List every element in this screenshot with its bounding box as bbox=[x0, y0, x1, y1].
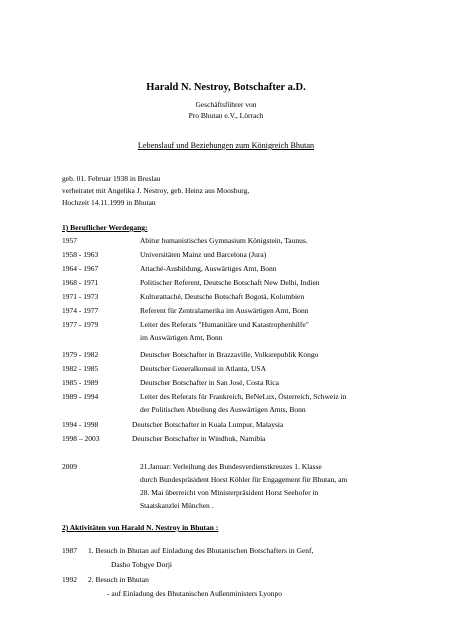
activity-text: 2. Besuch in Bhutan bbox=[88, 575, 149, 584]
section-1-title: 1) Beruflicher Werdegang: bbox=[62, 223, 148, 232]
career-years: 1974 - 1977 bbox=[62, 306, 99, 315]
career-text: Leiter des Referats für Frankreich, BeNeLux, Österreich, Schweiz in bbox=[140, 392, 347, 401]
career-text: im Auswärtigen Amt, Bonn bbox=[140, 333, 223, 342]
career-years: 1998 – 2003 bbox=[62, 434, 100, 443]
marriage-info: verheiratet mit Angelika J. Nestroy, geb. Heinz aus Moosburg, bbox=[62, 186, 250, 195]
career-text: Kulturattaché, Deutsche Botschaft Bogotá, Kolumbien bbox=[140, 292, 305, 301]
career-years: 1994 - 1998 bbox=[62, 420, 99, 429]
career-text: Deutscher Generalkonsul in Atlanta, USA bbox=[140, 364, 267, 373]
award-text: 28. Mai überreicht von Ministerpräsident Horst Seehofer in bbox=[140, 488, 319, 497]
activity-year: 1987 bbox=[62, 546, 77, 555]
career-text: Abitur humanistisches Gymnasium Königstein, Taunus. bbox=[140, 236, 308, 245]
career-text: Politischer Referent, Deutsche Botschaft New Delhi, Indien bbox=[140, 278, 320, 287]
subtitle-line-1: Geschäftsführer von bbox=[195, 100, 257, 109]
career-text: Deutscher Botschafter in Windhuk, Namibia bbox=[132, 434, 266, 443]
wedding-info: Hochzeit 14.11.1999 in Bhutan bbox=[62, 198, 156, 207]
career-years: 1968 - 1971 bbox=[62, 278, 99, 287]
career-years: 1979 - 1982 bbox=[62, 350, 99, 359]
activity-text: - auf Einladung des Bhutanischen Außenministers Lyonpo bbox=[107, 589, 282, 598]
career-years: 1971 - 1973 bbox=[62, 292, 99, 301]
birth-info: geb. 01. Februar 1938 in Breslau bbox=[62, 174, 161, 183]
career-years: 1957 bbox=[62, 236, 77, 245]
career-text: Leiter des Referats "Humanitäre und Katastrophenhilfe" bbox=[140, 320, 309, 329]
career-text: Deutscher Botschafter in San José, Costa Rica bbox=[140, 378, 279, 387]
award-year: 2009 bbox=[62, 462, 77, 471]
career-years: 1985 - 1989 bbox=[62, 378, 99, 387]
career-text: der Politischen Abteilung des Auswärtigen Amts, Bonn bbox=[140, 405, 306, 414]
section-2-title: 2) Aktivitäten von Harald N. Nestroy in Bhutan : bbox=[62, 523, 219, 532]
career-years: 1977 - 1979 bbox=[62, 320, 99, 329]
activity-text: 1. Besuch in Bhutan auf Einladung des Bhutanischen Botschafters in Genf, bbox=[88, 546, 314, 555]
career-text: Deutscher Botschafter in Brazzaville, Volksrepublik Kongo bbox=[140, 350, 319, 359]
career-years: 1982 - 1985 bbox=[62, 364, 99, 373]
activity-text: Dasho Tobgye Dorji bbox=[111, 560, 172, 569]
career-years: 1958 - 1963 bbox=[62, 250, 99, 259]
subtitle-line-2: Pro Bhutan e.V., Lörrach bbox=[188, 111, 264, 120]
career-text: Attaché-Ausbildung, Auswärtiges Amt, Bonn bbox=[140, 264, 277, 273]
award-text: durch Bundespräsident Horst Köhler für Engagement für Bhutan, am bbox=[140, 475, 348, 484]
activity-year: 1992 bbox=[62, 575, 77, 584]
document-title: Harald N. Nestroy, Botschafter a.D. bbox=[146, 82, 306, 93]
career-text: Deutscher Botschafter in Kuala Lumpur, Malaysia bbox=[132, 420, 284, 429]
career-years: 1989 - 1994 bbox=[62, 392, 99, 401]
career-text: Universitäten Mainz und Barcelona (Jura) bbox=[140, 250, 267, 259]
career-years: 1964 - 1967 bbox=[62, 264, 99, 273]
award-text: Staatskanzlei München . bbox=[140, 501, 214, 510]
career-text: Referent für Zentralamerika im Auswärtigen Amt, Bonn bbox=[140, 306, 309, 315]
section-heading: Lebenslauf und Beziehungen zum Königreich Bhutan bbox=[137, 141, 315, 150]
award-text: 21.Januar: Verleihung des Bundesverdienstkreuzes 1. Klasse bbox=[140, 462, 322, 471]
